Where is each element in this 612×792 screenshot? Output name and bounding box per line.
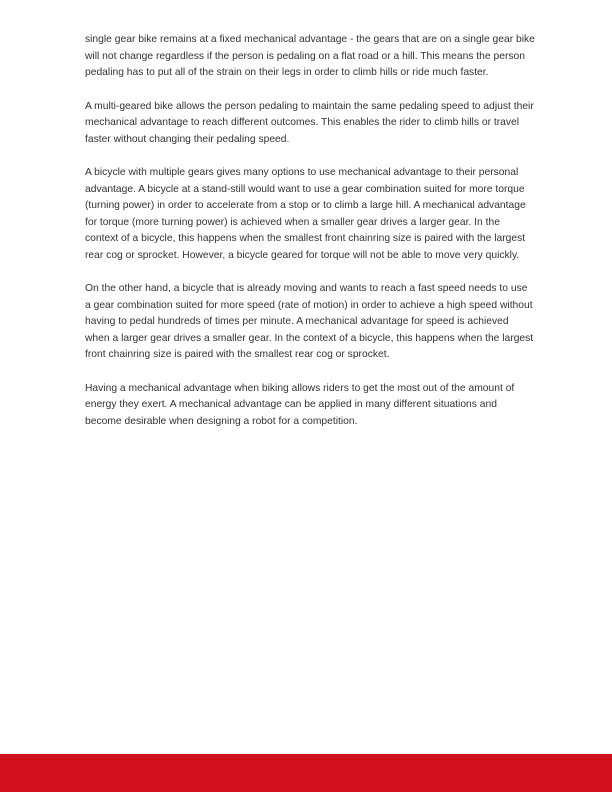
paragraph-multi-gear: A multi-geared bike allows the person pedaling to maintain the same pedaling speed to adjust their mechanical advantage to reach different outcomes. This enables the rider to climb hills or travel faster without changing their pedaling speed. [85,100,534,145]
paragraph-torque: A bicycle with multiple gears gives many options to use mechanical advantage to their personal advantage. A bicycle at a stand-still would want to use a gear combination suited for more torque (turning power) in order to accelerate from a stop or to climb a large hill. A mechanical advantage for torque (more turning power) is achieved when a smaller gear drives a larger gear. In the context of a bicycle, this happens when the smallest front chainring size is paired with the largest rear cog or sprocket. However, a bicycle geared for torque will not be able to move very quickly. [85,167,526,261]
paragraph-speed: On the other hand, a bicycle that is already moving and wants to reach a fast speed needs to use a gear combination suited for more speed (rate of motion) in order to achieve a high speed without having to pedal hundreds of times per minute. A mechanical advantage for speed is achieved when a larger gear drives a smaller gear. In the context of a bicycle, this happens when the largest front chainring size is paired with the smallest rear cog or sprocket. [85,283,534,360]
paragraph-single-gear: single gear bike remains at a fixed mechanical advantage - the gears that are on a single gear bike will not change regardless if the person is pedaling on a flat road or a hill. This means the person pedaling has to put all of the strain on their legs in order to climb hills or ride much faster. [85,34,535,78]
paragraph-conclusion: Having a mechanical advantage when biking allows riders to get the most out of the amount of energy they exert. A mechanical advantage can be applied in many different situations and become desirable when designing a robot for a competition. [85,382,515,427]
page-content [85,32,535,447]
footer-bar [0,754,612,792]
